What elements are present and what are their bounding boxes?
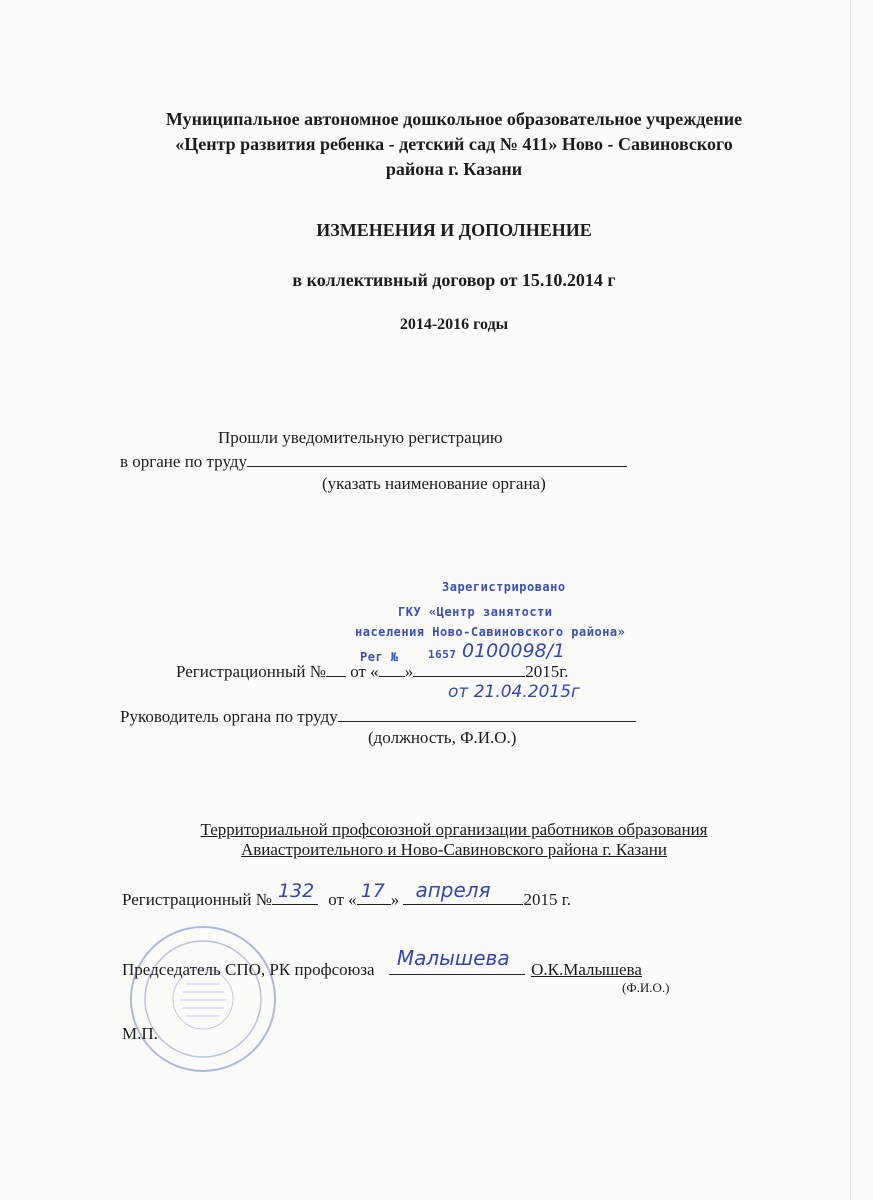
labor-head-line: Руководитель органа по труду bbox=[120, 705, 636, 727]
chair-name: О.К.Малышева bbox=[531, 960, 642, 979]
header-line-3: района г. Казани bbox=[385, 159, 523, 179]
labor-authority-line: в органе по труду bbox=[120, 450, 627, 472]
chair-signature: Малышева bbox=[396, 946, 510, 970]
union-org-title: Территориальной профсоюзной организации работников образования Авиастроительного и Ново-Савиновского района г. Казани bbox=[200, 820, 708, 859]
mp-label: М.П. bbox=[122, 1024, 158, 1043]
union-reg-number: 132 bbox=[277, 880, 315, 902]
document-title: ИЗМЕНЕНИЯ И ДОПОЛНЕНИЕ bbox=[316, 220, 592, 240]
chair-name-hint: (Ф.И.О.) bbox=[622, 980, 670, 995]
header-line-1: Муниципальное автономное дошкольное образовательное учреждение bbox=[165, 109, 743, 129]
union-seal-icon bbox=[128, 924, 278, 1074]
labor-head-blank bbox=[338, 705, 636, 722]
registration-number-line: Регистрационный № от « » 2015г. bbox=[176, 662, 569, 681]
stamp-line-2: ГКУ «Центр занятости bbox=[398, 605, 553, 619]
union-registration-line: Регистрационный № 132 от « 17 » апреля 2015 г. bbox=[122, 878, 571, 909]
stamp-handwritten-number: 0100098/1 bbox=[462, 640, 566, 662]
labor-authority-hint: (указать наименование органа) bbox=[322, 474, 546, 493]
stamp-line-3: населения Ново-Савиновского района» bbox=[355, 625, 626, 639]
union-reg-month: апреля bbox=[415, 878, 491, 902]
labor-authority-blank bbox=[247, 450, 627, 467]
registration-heading: Прошли уведомительную регистрацию bbox=[218, 428, 503, 447]
stamp-handwritten-date: от 21.04.2015г bbox=[448, 682, 580, 702]
stamp-reg-label: Рег № bbox=[360, 650, 399, 664]
document-subtitle: в коллективный договор от 15.10.2014 г bbox=[292, 270, 616, 290]
header-line-2: «Центр развития ребенка - детский сад № 411» Ново - Савиновского bbox=[175, 134, 733, 154]
document-years: 2014-2016 годы bbox=[399, 316, 509, 333]
stamp-line-1: Зарегистрировано bbox=[442, 580, 566, 594]
union-chair-line: Председатель СПО, РК профсоюза Малышева О.К.Малышева bbox=[122, 946, 642, 979]
labor-head-hint: (должность, Ф.И.О.) bbox=[368, 728, 517, 747]
stamp-reg-num: 1657 bbox=[428, 648, 457, 661]
union-reg-day: 17 bbox=[360, 880, 385, 902]
organization-header bbox=[0, 107, 873, 182]
